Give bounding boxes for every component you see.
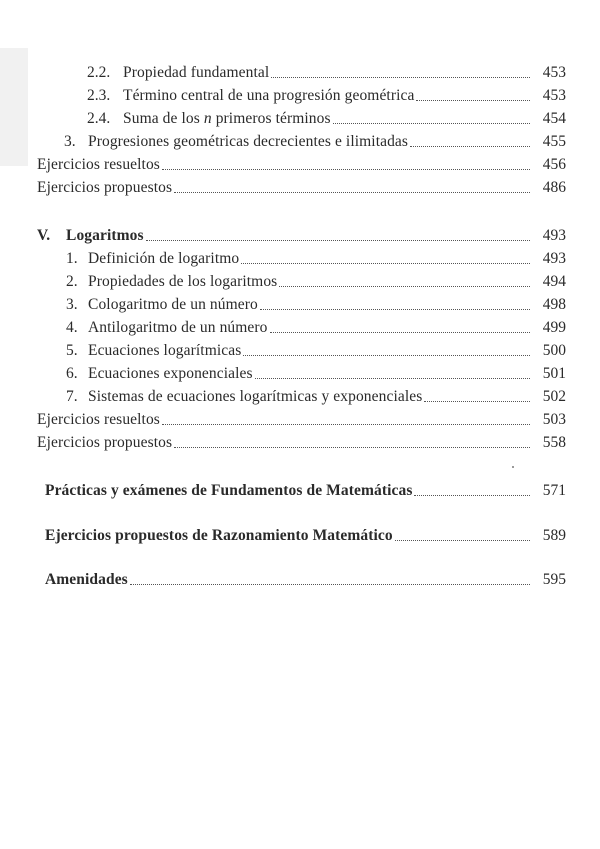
entry-title: Propiedades de los logaritmos — [88, 273, 278, 290]
dot-leader — [424, 400, 530, 402]
dot-leader — [241, 262, 530, 264]
entry-number: 7. — [66, 388, 78, 405]
entry-title: Suma de los n primeros términos — [123, 110, 331, 127]
entry-title: Ejercicios resueltos — [37, 411, 160, 428]
entry-number: 2.3. — [87, 87, 111, 104]
entry-page-number: 558 — [542, 434, 566, 451]
toc-entry[interactable] — [0, 338, 600, 360]
toc-section-entry[interactable] — [0, 523, 600, 545]
dot-leader — [279, 285, 530, 287]
dot-leader — [162, 423, 530, 425]
entry-page-number: 499 — [542, 319, 566, 336]
toc-entry[interactable] — [0, 292, 600, 314]
entry-title: Propiedad fundamental — [123, 64, 270, 81]
entry-number: 2. — [66, 273, 78, 290]
entry-page-number: 502 — [542, 388, 566, 405]
entry-title: Ecuaciones exponenciales — [88, 365, 253, 382]
entry-page-number: 455 — [542, 133, 566, 150]
toc-entry[interactable] — [0, 269, 600, 291]
dot-leader — [414, 494, 530, 496]
entry-title: Cologaritmo de un número — [88, 296, 258, 313]
chapter-title: Logaritmos — [66, 227, 144, 244]
entry-title: Antilogaritmo de un número — [88, 319, 268, 336]
entry-number: 5. — [66, 342, 78, 359]
entry-page-number: 498 — [542, 296, 566, 313]
toc-entry[interactable] — [0, 246, 600, 268]
dot-leader — [395, 539, 530, 541]
entry-title: Término central de una progresión geométrica — [123, 87, 415, 104]
entry-number: 3. — [66, 296, 78, 313]
entry-title: Ejercicios resueltos — [37, 156, 160, 173]
entry-title: Definición de logaritmo — [88, 250, 240, 267]
entry-page-number: 500 — [542, 342, 566, 359]
dot-leader — [162, 168, 530, 170]
entry-page-number: 453 — [542, 87, 566, 104]
entry-title: Ejercicios propuestos — [37, 434, 173, 451]
entry-number: 4. — [66, 319, 78, 336]
toc-entry[interactable] — [0, 129, 600, 151]
dot-leader — [333, 122, 530, 124]
entry-page-number: 454 — [542, 110, 566, 127]
entry-number: 2.4. — [87, 110, 111, 127]
toc-section-entry[interactable] — [0, 567, 600, 589]
toc-entry[interactable] — [0, 315, 600, 337]
toc-entry[interactable] — [0, 83, 600, 105]
toc-entry[interactable] — [0, 152, 600, 174]
dot-leader — [271, 76, 530, 78]
entry-page-number: 494 — [542, 273, 566, 290]
dot-leader — [270, 331, 530, 333]
scan-speck — [512, 466, 514, 468]
entry-page-number: 501 — [542, 365, 566, 382]
section-title: Ejercicios propuestos de Razonamiento Matemático — [45, 527, 393, 544]
entry-number: 1. — [66, 250, 78, 267]
entry-number: 2.2. — [87, 64, 111, 81]
entry-page-number: 486 — [542, 179, 566, 196]
entry-title: Ecuaciones logarítmicas — [88, 342, 242, 359]
section-title: Amenidades — [45, 571, 128, 588]
section-title: Prácticas y exámenes de Fundamentos de Matemáticas — [45, 482, 413, 499]
entry-page-number: 595 — [542, 571, 566, 588]
dot-leader — [260, 308, 530, 310]
entry-page-number: 503 — [542, 411, 566, 428]
dot-leader — [416, 99, 530, 101]
dot-leader — [243, 354, 530, 356]
entry-page-number: 571 — [542, 482, 566, 499]
toc-entry[interactable] — [0, 106, 600, 128]
toc-entry[interactable] — [0, 175, 600, 197]
dot-leader — [410, 145, 530, 147]
dot-leader — [255, 377, 530, 379]
dot-leader — [174, 191, 530, 193]
toc-entry[interactable] — [0, 407, 600, 429]
toc-chapter-entry[interactable] — [0, 223, 600, 245]
chapter-number: V. — [37, 227, 51, 244]
entry-title: Ejercicios propuestos — [37, 179, 173, 196]
entry-page-number: 456 — [542, 156, 566, 173]
toc-entry[interactable] — [0, 60, 600, 82]
toc-entry[interactable] — [0, 430, 600, 452]
entry-page-number: 589 — [542, 527, 566, 544]
entry-title: Sistemas de ecuaciones logarítmicas y exponenciales — [88, 388, 423, 405]
dot-leader — [130, 583, 530, 585]
entry-page-number: 493 — [542, 250, 566, 267]
toc-entry[interactable] — [0, 361, 600, 383]
dot-leader — [146, 239, 530, 241]
entry-title: Progresiones geométricas decrecientes e ilimitadas — [88, 133, 409, 150]
entry-page-number: 453 — [542, 64, 566, 81]
entry-number: 6. — [66, 365, 78, 382]
toc-entry[interactable] — [0, 384, 600, 406]
entry-number: 3. — [64, 133, 76, 150]
entry-page-number: 493 — [542, 227, 566, 244]
dot-leader — [174, 446, 530, 448]
toc-section-entry[interactable] — [0, 478, 600, 500]
